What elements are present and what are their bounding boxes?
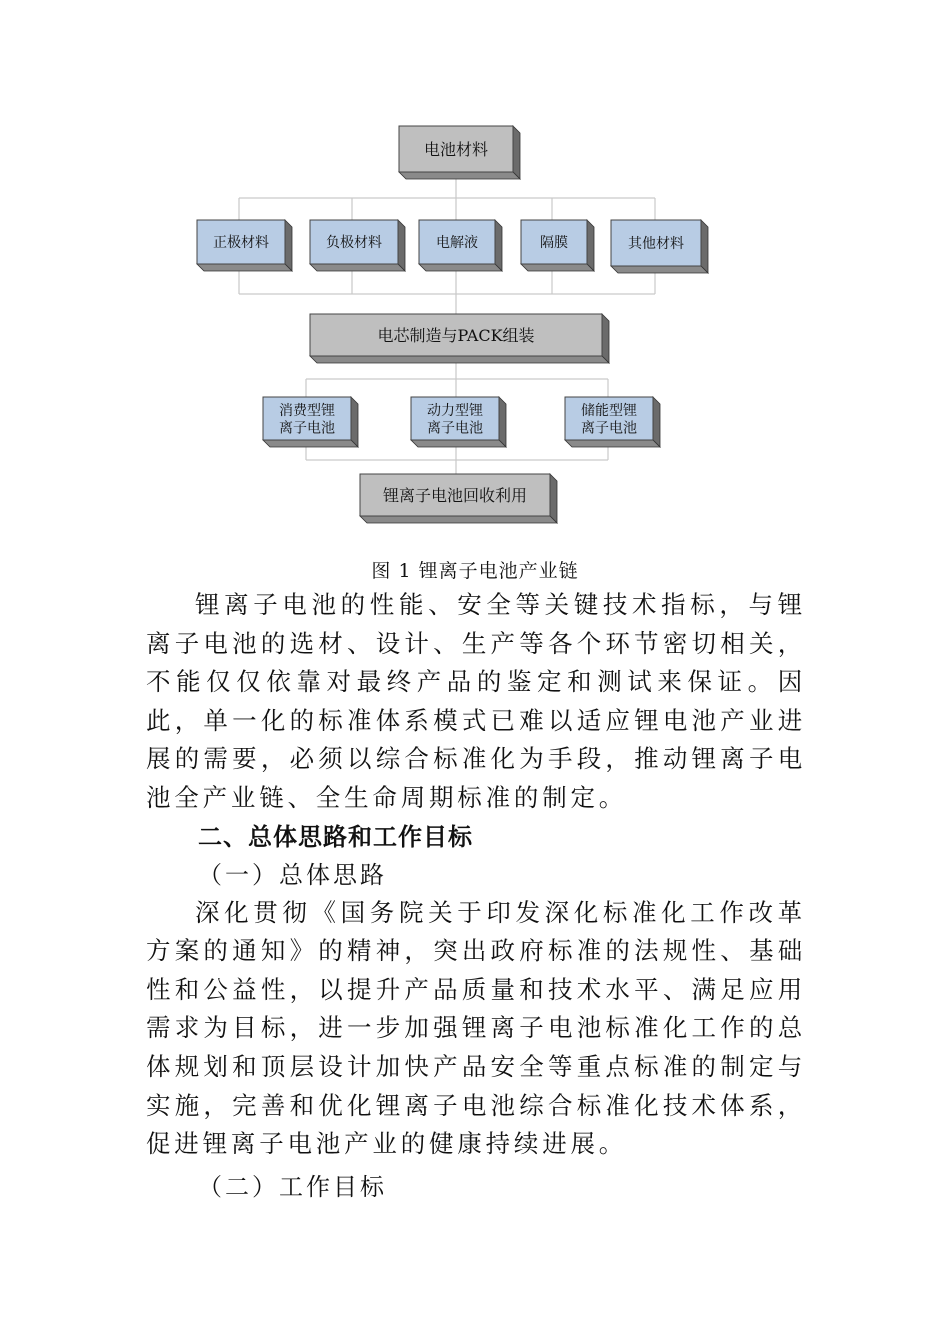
paragraph-1: 锂离子电池的性能、安全等关键技术指标，与锂离子电池的选材、设计、生产等各个环节密切相关，不能仅仅依靠对最终产品的鉴定和测试来保证。因此，单一化的标准体系模式已难以适应锂电池产业进展的需要，必须以综合标准化为手段，推动锂离子电池全产业链、全生命周期标准的制定。 xyxy=(146,590,806,812)
node-product-3-label: 储能型锂 xyxy=(581,402,637,419)
node-cell-manufacturing-label: 电芯制造与PACK组装 xyxy=(377,325,535,345)
node-battery-materials-label: 电池材料 xyxy=(423,139,489,159)
body-text xyxy=(146,586,806,1206)
node-battery-materials xyxy=(399,126,520,179)
node-material-5 xyxy=(611,220,708,273)
node-material-3-label: 电解液 xyxy=(436,235,478,252)
node-product-1-label: 消费型锂 xyxy=(279,402,335,419)
node-material-5-label: 其他材料 xyxy=(628,236,684,253)
subsection-heading-2: （二）工作目标 xyxy=(198,1172,387,1201)
paragraph-2: 深化贯彻《国务院关于印发深化标准化工作改革方案的通知》的精神，突出政府标准的法规性、基础性和公益性，以提升产品质量和技术水平、满足应用需求为目标，进一步加强锂离子电池标准化工作的总体规划和顶层设计加快产品安全等重点标准的制定与实施，完善和优化锂离子电池综合标准化技术体系，促进锂离子电池产业的健康持续进展。 xyxy=(146,897,806,1159)
node-product-2-label: 离子电池 xyxy=(427,420,483,437)
node-cell-manufacturing xyxy=(310,314,609,363)
section-heading-2: 二、总体思路和工作目标 xyxy=(198,822,473,851)
figure-caption: 图 1 锂离子电池产业链 xyxy=(371,560,579,582)
node-recycling-label: 锂离子电池回收利用 xyxy=(382,485,528,505)
node-material-4-label: 隔膜 xyxy=(540,235,568,252)
node-product-2-label: 动力型锂 xyxy=(427,402,483,419)
node-product-2 xyxy=(411,397,506,447)
node-material-2 xyxy=(310,220,405,271)
node-recycling xyxy=(360,474,557,523)
node-product-1-label: 离子电池 xyxy=(279,420,335,437)
node-material-1-label: 正极材料 xyxy=(213,235,269,252)
node-product-3 xyxy=(565,397,660,447)
node-material-1 xyxy=(197,220,292,271)
industry-chain-diagram xyxy=(0,0,950,560)
node-product-3-label: 离子电池 xyxy=(581,420,637,437)
node-material-2-label: 负极材料 xyxy=(326,235,382,252)
node-product-1 xyxy=(263,397,358,447)
subsection-heading-1: （一）总体思路 xyxy=(198,860,387,889)
node-material-4 xyxy=(521,220,594,271)
node-material-3 xyxy=(419,220,502,271)
